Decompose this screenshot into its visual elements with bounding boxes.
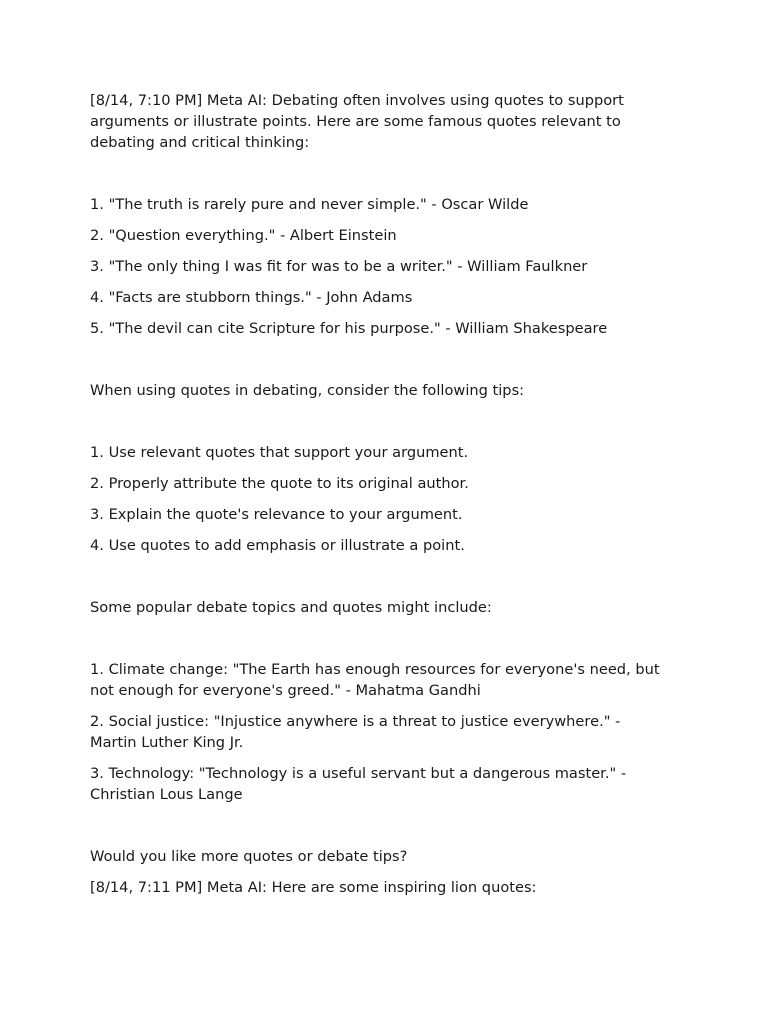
spacer: [90, 628, 665, 659]
topic-item: 2. Social justice: "Injustice anywhere is a threat to justice everywhere." - Martin Luther King Jr.: [90, 713, 621, 751]
quote-item: 3. "The only thing I was fit for was to be a writer." - William Faulkner: [90, 258, 588, 275]
quote-item: 5. "The devil can cite Scripture for his purpose." - William Shakespeare: [90, 320, 608, 337]
topics-intro-paragraph: Some popular debate topics and quotes might include:: [90, 599, 492, 616]
topics-list: [90, 659, 665, 805]
quotes-list: [90, 194, 665, 339]
spacer: [90, 815, 665, 846]
intro-paragraph: [8/14, 7:10 PM] Meta AI: Debating often involves using quotes to support arguments or illustrate points. Here are some famous quotes relevant to debating and critical thinking:: [90, 92, 624, 151]
spacer: [90, 411, 665, 442]
spacer: [90, 163, 665, 194]
tip-item: 4. Use quotes to add emphasis or illustrate a point.: [90, 537, 465, 554]
quote-item: 1. "The truth is rarely pure and never simple." - Oscar Wilde: [90, 196, 529, 213]
spacer: [90, 349, 665, 380]
closing-question: Would you like more quotes or debate tips?: [90, 848, 408, 865]
spacer: [90, 566, 665, 597]
tips-list: [90, 442, 665, 556]
tip-item: 2. Properly attribute the quote to its original author.: [90, 475, 469, 492]
tip-item: 1. Use relevant quotes that support your argument.: [90, 444, 469, 461]
topic-item: 3. Technology: "Technology is a useful servant but a dangerous master." - Christian Lous Lange: [90, 765, 627, 803]
tips-intro-paragraph: When using quotes in debating, consider the following tips:: [90, 382, 525, 399]
quote-item: 4. "Facts are stubborn things." - John Adams: [90, 289, 413, 306]
quote-item: 2. "Question everything." - Albert Einstein: [90, 227, 397, 244]
message-body: [90, 90, 665, 898]
topic-item: 1. Climate change: "The Earth has enough resources for everyone's need, but not enough for everyone's greed." - Mahatma Gandhi: [90, 661, 660, 699]
next-message: [8/14, 7:11 PM] Meta AI: Here are some inspiring lion quotes:: [90, 879, 537, 896]
tip-item: 3. Explain the quote's relevance to your argument.: [90, 506, 463, 523]
